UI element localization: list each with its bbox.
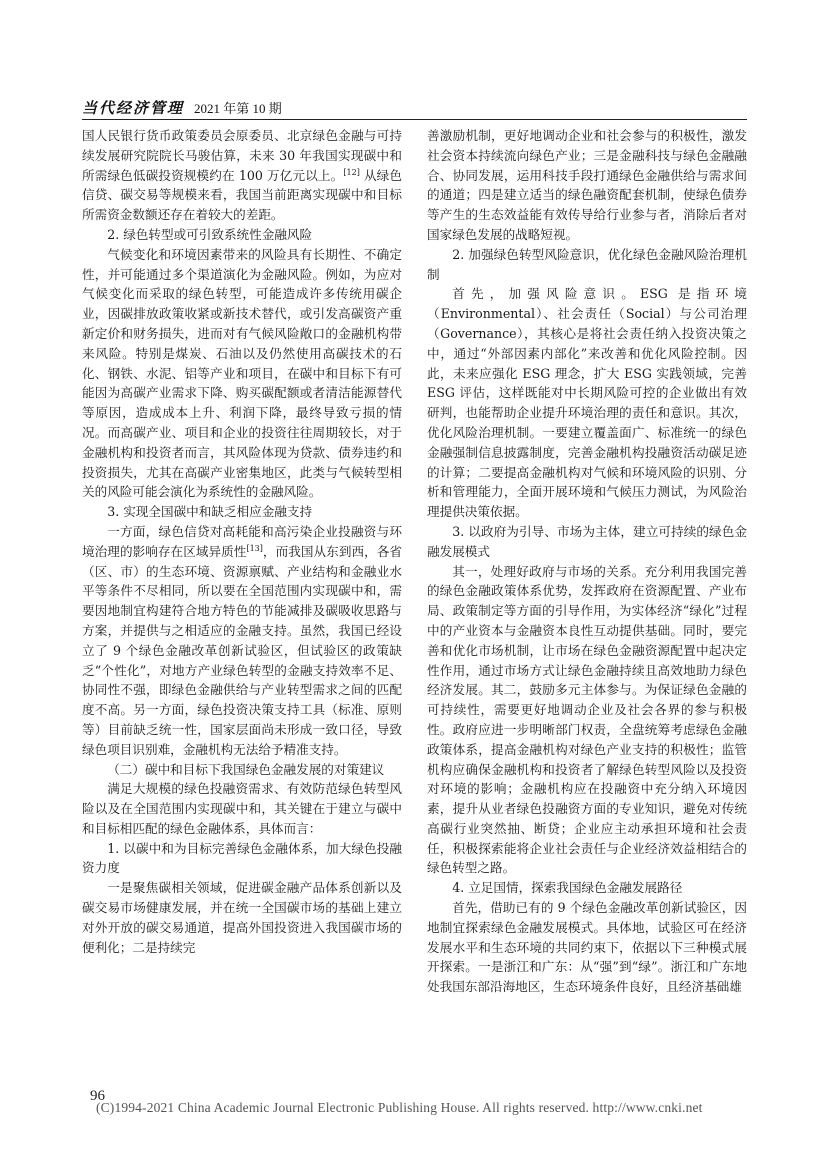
right-column [427,126,747,997]
paragraph: 一是聚焦碳相关领域，促进碳金融产品体系创新以及碳交易市场健康发展，并在统一全国碳市场的基础上建立对外开放的碳交易通道，提高外国投资进入我国碳市场的便利化；二是持续完 [82,880,402,955]
paragraph: 气候变化和环境因素带来的风险具有长期性、不确定性，并可能通过多个渠道演化为金融风险。例如，为应对气候变化而采取的绿色转型，可能造成许多传统用碳企业，因碳排放政策收紧或新技术替代，或引发高碳资产重新定价和财务损失，进而对有气候风险敞口的金融机构带来风险。特别是煤炭、石油以及仍然使用高碳技术的石化、钢铁、水泥、铝等产业和项目，在碳中和目标下有可能因为高碳产业需求下降、购买碳配额或者清洁能源替代等原因，造成成本上升、利润下降，最终导致亏损的情况。而高碳产业、项目和企业的投资往往周期较长，对于金融机构和投资者而言，其风险体现为贷款、债券违约和投资损失，尤其在高碳产业密集地区，此类与气候转型相关的风险可能会演化为系统性的金融风险。 [82,246,402,500]
issue-info: 2021 年第 10 期 [194,101,282,116]
section-heading: 1. 以碳中和为目标完善绿色金融体系，加大绿色投融资力度 [82,840,402,876]
page-number: 96 [90,1088,105,1104]
paragraph: 首先，加强风险意识。ESG 是指环境（Environmental）、社会责任（Social）与公司治理（Governance），其核心是将社会责任纳入投资决策之中，通过“外部因素内部化”来改善和优化风险控制。因此，未来应强化 ESG 理念，扩大 ESG 实践领域，完善 ESG 评估，这样既能对中长期风险可控的企业做出有效研判，也能帮助企业提升环境治理的责任和意识。其次，优化风险治理机制。一要建立覆盖面广、标准统一的绿色金融强制信息披露制度，完善金融机构投融资活动碳足迹的计算；二要提高金融机构对气候和环境风险的识别、分析和管理能力，全面开展环境和气候压力测试，为风险治理提供决策依据。 [427,286,747,520]
section-heading: 2. 绿色转型或可引致系统性金融风险 [107,226,313,242]
header-rule [82,119,747,120]
paragraph: 一方面，绿色信贷对高耗能和高污染企业投融资与环境治理的影响存在区域异质性[13]，而我国从东到西，各省（区、市）的生态环境、资源禀赋、产业结构和金融业水平等条件不尽相同，所以要在全国范围内实现碳中和，需要因地制宜构建符合地方特色的节能减排及碳吸收思路与方案，并提供与之相适应的金融支持。虽然，我国已经设立了 9 个绿色金融改革创新试验区，但试验区的政策缺乏“个性化”，对地方产业绿色转型的金融支持效率不足、协同性不强，即绿色金融供给与产业转型需求之间的匹配度不高。另一方面，绿色投资决策支持工具（标准、原则等）目前缺乏统一性，国家层面尚未形成一致口径，导致绿色项目识别难，金融机构无法给予精准支持。 [82,523,403,757]
paragraph: 其一，处理好政府与市场的关系。充分利用我国完善的绿色金融政策体系优势，发挥政府在资源配置、产业布局、政策制定等方面的引导作用，为实体经济“绿化”过程中的产业资本与金融资本良性互动提供基础。同时，要完善和优化市场机制，让市场在绿色金融资源配置中起决定性作用，通过市场方式让绿色金融持续且高效地助力绿色经济发展。其二，鼓励多元主体参与。为保证绿色金融的可持续性，需要更好地调动企业及社会各界的参与积极性。政府应进一步明晰部门权责，全盘统筹考虑绿色金融政策体系，提高金融机构对绿色产业支持的积极性；监管机构应确保金融机构和投资者了解绿色转型风险以及投资对环境的影响；金融机构应在投融资中充分纳入环境因素，提升从业者绿色投融资方面的专业知识，避免对传统高碳行业突然抽、断贷；企业应主动承担环境和社会责任，积极探索能将企业社会责任与企业经济效益相结合的绿色转型之路。 [427,563,747,876]
section-heading: 4. 立足国情，探索我国绿色金融发展路径 [452,880,683,896]
paragraph: 满足大规模的绿色投融资需求、有效防范绿色转型风险以及在全国范围内实现碳中和，其关键在于建立与碳中和目标相匹配的绿色金融体系，具体而言： [82,781,402,836]
citation-ref: [13] [246,543,263,553]
paragraph: 善激励机制，更好地调动企业和社会参与的积极性，激发社会资本持续流向绿色产业；三是金融科技与绿色金融融合、协同发展，运用科技手段打通绿色金融供给与需求间的通道；四是建立适当的绿色融资配套机制，使绿色债券等产生的生态效益能有效传导给行业参与者，消除后者对国家绿色发展的战略短视。 [427,128,747,242]
copyright-notice: (C)1994-2021 China Academic Journal Electronic Publishing House. All rights reserved. http://www.cnki.net [96,1100,703,1115]
section-heading: 3. 以政府为引导、市场为主体，建立可持续的绿色金融发展模式 [427,523,747,559]
paragraph: 首先，借助已有的 9 个绿色金融改革创新试验区，因地制宜探索绿色金融发展模式。具体地，试验区可在经济发展水平和生态环境的共同约束下，依据以下三种模式展开探索。一是浙江和广东：从“强”到“绿”。浙江和广东地处我国东部沿海地区，生态环境条件良好，且经济基础雄 [427,900,747,995]
left-column [82,126,402,957]
journal-name: 当代经济管理 [82,99,185,117]
section-heading: 3. 实现全国碳中和缺乏相应金融支持 [107,504,313,520]
paragraph: 国人民银行货币政策委员会原委员、北京绿色金融与可持续发展研究院院长马骏估算，未来 30 年我国实现碳中和所需绿色低碳投资规模约在 100 万亿元以上。[12] 从绿色信贷、碳交易等规模来看，我国当前距离实现碳中和目标所需资金数额还存在着较大的差距。 [82,128,402,223]
citation-ref: [12] [343,167,360,177]
section-heading: 2. 加强绿色转型风险意识，优化绿色金融风险治理机制 [427,246,747,282]
running-header [82,92,747,118]
section-heading: （二）碳中和目标下我国绿色金融发展的对策建议 [107,761,385,777]
